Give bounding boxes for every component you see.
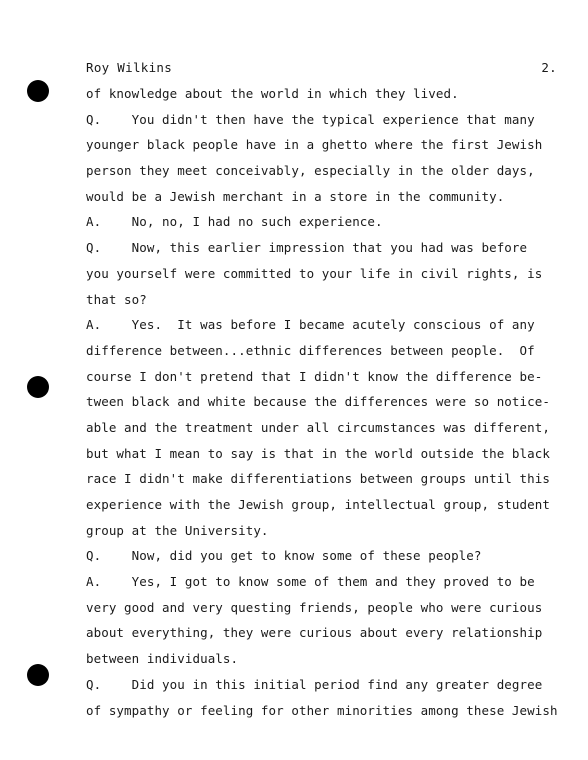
binder-hole-bottom (27, 664, 49, 686)
text-line: tween black and white because the differences were so notice- (86, 394, 550, 410)
text-line: younger black people have in a ghetto where the first Jewish (86, 137, 543, 153)
transcript-body (86, 86, 576, 728)
text-line: difference between...ethnic differences between people. Of (86, 342, 535, 358)
text-line: A. Yes. It was before I became acutely conscious of any (86, 317, 535, 333)
text-line: Q. Now, this earlier impression that you had was before (86, 240, 528, 256)
binder-hole-top (27, 80, 49, 102)
text-line: A. Yes, I got to know some of them and they proved to be (86, 574, 535, 590)
text-line: able and the treatment under all circumstances was different, (86, 419, 550, 435)
text-line: that so? (86, 291, 147, 307)
text-line: but what I mean to say is that in the world outside the black (86, 445, 550, 461)
header-name: Roy Wilkins (86, 60, 173, 75)
page-header (86, 60, 557, 75)
text-line: about everything, they were curious about every relationship (86, 625, 543, 641)
text-line: Q. You didn't then have the typical experience that many (86, 111, 535, 127)
text-line: race I didn't make differentiations between groups until this (86, 471, 550, 487)
text-line: between individuals. (86, 651, 239, 667)
text-line: course I don't pretend that I didn't know the difference be- (86, 368, 543, 384)
text-line: experience with the Jewish group, intellectual group, student (86, 497, 550, 512)
binder-hole-middle (27, 376, 49, 398)
text-line: group at the University. (86, 522, 269, 538)
text-line: you yourself were committed to your life in civil rights, is (86, 265, 543, 281)
text-line: very good and very questing friends, people who were curious (86, 599, 543, 615)
text-line: Q. Did you in this initial period find any greater degree (86, 676, 543, 692)
text-line: A. No, no, I had no such experience. (86, 214, 383, 230)
text-line: person they meet conceivably, especially in the older days, (86, 163, 535, 179)
page-number: 2. (541, 60, 557, 75)
text-line: Q. Now, did you get to know some of these people? (86, 548, 482, 564)
text-line: of knowledge about the world in which they lived. (86, 86, 459, 101)
text-line: of sympathy or feeling for other minorities among these Jewish (86, 702, 558, 718)
text-line: would be a Jewish merchant in a store in the community. (86, 188, 505, 204)
